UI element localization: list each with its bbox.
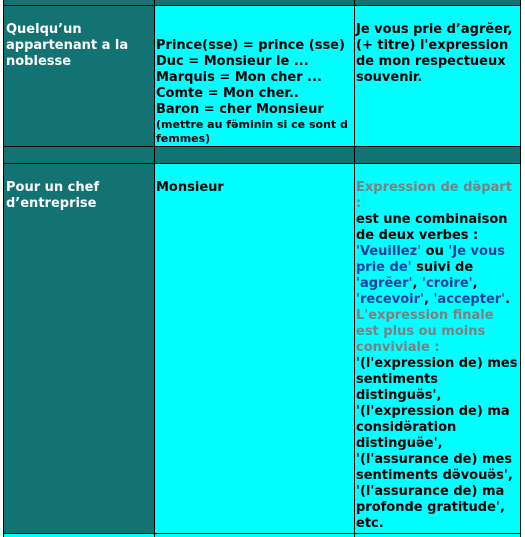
verb-je-vous-prie: 'Je vous prie de' bbox=[356, 244, 505, 275]
option-recevoir: 'recevoir' bbox=[356, 292, 424, 307]
salutation-line: Comte = Mon cher.. bbox=[156, 86, 299, 101]
grid-line-right bbox=[520, 0, 521, 537]
salutation-line: Monsieur bbox=[156, 180, 224, 195]
option-accepter: 'accepter' bbox=[433, 292, 506, 307]
row-business-closing bbox=[355, 164, 520, 533]
expression-line: '(l'assurance de) mes sentiments dӛvouӛs', bbox=[356, 452, 513, 483]
separator: , bbox=[412, 276, 422, 291]
salutation-line: Prince(sse) = prince (sse) bbox=[156, 38, 345, 53]
row-nobility-closing bbox=[355, 6, 520, 146]
salutation-note: (mettre au fӛminin si ce sont d femmes) bbox=[156, 118, 348, 145]
or-text: ou bbox=[421, 244, 449, 259]
label-final: L'expression finale est plus ou moins conviviale : bbox=[356, 308, 494, 355]
separator: , bbox=[472, 276, 478, 291]
grid-line-col2 bbox=[354, 0, 355, 537]
category-label: Quelqu’un appartenant a la noblesse bbox=[6, 22, 129, 69]
closing-text: Je vous prie d’agrӗer, (+ titre) l'expression de mon respectueux souvenir. bbox=[356, 22, 513, 85]
expression-line: '(l'assurance de) ma profonde gratitude', bbox=[356, 484, 505, 515]
expression-line: '(l'expression de) mes sentiments distinguӛs', bbox=[356, 356, 518, 403]
expression-line: etc. bbox=[356, 516, 384, 531]
spacer-middle bbox=[155, 147, 354, 163]
salutation-line: Baron = cher Monsieur bbox=[156, 102, 324, 117]
closing-intro bbox=[356, 212, 520, 308]
grid-line-row2 bbox=[3, 163, 521, 164]
grid-line-row1 bbox=[3, 146, 521, 147]
label-start: Expression de dӛpart : bbox=[356, 180, 512, 211]
grid-line-row0 bbox=[3, 5, 521, 6]
grid-line-row3 bbox=[3, 533, 521, 534]
option-agreer: 'agrӗer' bbox=[356, 276, 413, 291]
period: . bbox=[505, 292, 511, 307]
row-business-salutation bbox=[155, 164, 354, 533]
spacer-right bbox=[355, 147, 520, 163]
followed-text: suivi de bbox=[411, 260, 474, 275]
salutation-line: Duc = Monsieur le ... bbox=[156, 54, 309, 69]
verb-veuillez: 'Veuillez' bbox=[356, 244, 422, 259]
separator: , bbox=[423, 292, 434, 307]
salutation-line: Marquis = Mon cher ... bbox=[156, 70, 322, 85]
grid-line-col1 bbox=[154, 0, 155, 537]
intro-text: est une combinaison de deux verbes : bbox=[356, 212, 508, 243]
row-business-category bbox=[4, 164, 154, 533]
row-nobility-category bbox=[4, 6, 154, 146]
grid-line-left bbox=[3, 0, 4, 537]
expression-line: '(l'expression de) ma considӛration distinguӛe', bbox=[356, 404, 510, 451]
row-nobility-salutation bbox=[155, 6, 354, 146]
category-label: Pour un chef d’entreprise bbox=[6, 180, 100, 211]
option-croire: 'croire' bbox=[421, 276, 473, 291]
spacer-label bbox=[4, 147, 154, 163]
